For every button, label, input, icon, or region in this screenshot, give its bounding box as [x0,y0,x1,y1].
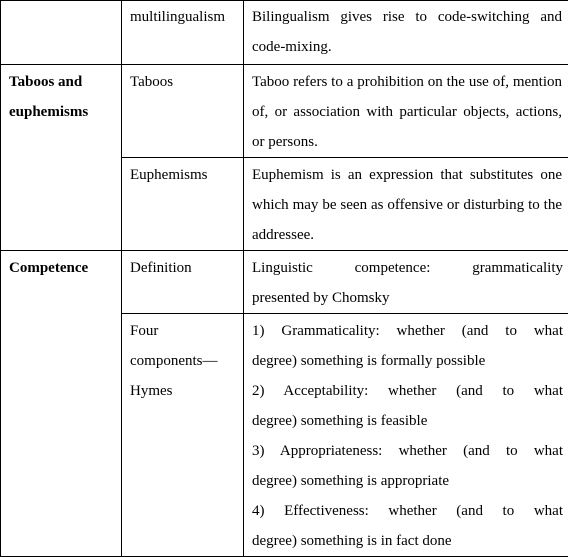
category-cell: Taboos and euphemisms [1,65,122,251]
table-row [1,65,568,158]
table-row [1,1,568,65]
definition-line: Linguistic competence: grammaticality [252,253,563,283]
definition-cell: Euphemism is an expression that substitutes one which may be seen as offensive or disturbing to the addressee. [244,158,568,251]
component-line: 1) Grammaticality: whether (and to what [252,316,563,346]
definition-cell: Taboo refers to a prohibition on the use of, mention of, or association with particular objects, actions, or persons. [244,65,568,158]
subcategory-cell: multilingualism [122,1,244,65]
definition-cell: Bilingualism gives rise to code-switching and code-mixing. [244,1,568,65]
subcategory-cell: Euphemisms [122,158,244,251]
subcategory-cell [122,314,244,557]
subcategory-cell: Definition [122,251,244,314]
category-cell: Competence [1,251,122,557]
component-line: degree) something is feasible [252,406,563,436]
component-line: degree) something is appropriate [252,466,563,496]
category-cell [1,1,122,65]
subcategory-cell: Taboos [122,65,244,158]
component-line: 2) Acceptability: whether (and to what [252,376,563,406]
component-line: degree) something is in fact done [252,526,563,556]
definition-cell [244,314,568,557]
definition-line: presented by Chomsky [252,283,563,313]
component-line: 3) Appropriateness: whether (and to what [252,436,563,466]
subcategory-line: Four [130,316,238,346]
table-row [1,251,568,314]
subcategory-line: components— [130,346,238,376]
component-line: 4) Effectiveness: whether (and to what [252,496,563,526]
component-line: degree) something is formally possible [252,346,563,376]
definition-cell [244,251,568,314]
subcategory-line: Hymes [130,376,238,406]
